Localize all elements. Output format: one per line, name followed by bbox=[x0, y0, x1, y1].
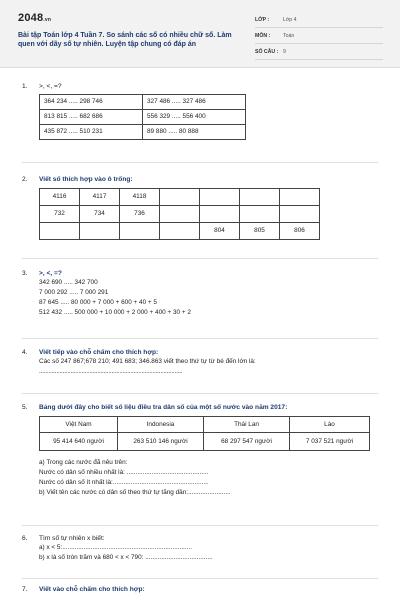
table-cell: 4117 bbox=[80, 189, 120, 206]
meta-value: Toán bbox=[283, 33, 295, 40]
question-text: Viết vào chỗ chấm cho thích hợp: bbox=[39, 586, 145, 593]
exercise-line: Nước có dân số nhiều nhất là: .............................................. bbox=[39, 469, 209, 477]
table-row bbox=[40, 189, 320, 206]
blank-cell[interactable] bbox=[280, 206, 320, 223]
table-cell: 4118 bbox=[120, 189, 160, 206]
table-row bbox=[40, 206, 320, 223]
meta-row-class bbox=[255, 14, 383, 28]
blank-cell[interactable] bbox=[240, 206, 280, 223]
exercise-line: 87 645 ..... 80 000 + 7 000 + 600 + 40 + 5 bbox=[39, 299, 157, 307]
question-number: 1. bbox=[22, 83, 28, 90]
table-cell: 7 037 521 người bbox=[290, 433, 370, 451]
table-cell: 736 bbox=[120, 206, 160, 223]
meta-key: LỚP : bbox=[255, 17, 270, 24]
question-5 bbox=[22, 404, 382, 498]
divider bbox=[22, 162, 378, 163]
blank-cell[interactable] bbox=[160, 223, 200, 240]
question-1 bbox=[22, 83, 382, 140]
table-header-cell: Việt Nam bbox=[40, 417, 118, 433]
table-cell: 263 510 146 người bbox=[118, 433, 204, 451]
question-3 bbox=[22, 270, 382, 318]
table-cell: 732 bbox=[40, 206, 80, 223]
question-6 bbox=[22, 535, 382, 563]
exercise-line: a) x < 5:......................................................................... bbox=[39, 544, 192, 552]
table-row bbox=[40, 125, 246, 140]
table-row bbox=[40, 110, 246, 125]
fill-in-table bbox=[39, 188, 320, 240]
table-header-cell: Indonesia bbox=[118, 417, 204, 433]
table-cell: 556 329 ..... 556 400 bbox=[143, 110, 246, 125]
table-cell: 734 bbox=[80, 206, 120, 223]
blank-cell[interactable] bbox=[280, 189, 320, 206]
table-cell: 804 bbox=[200, 223, 240, 240]
question-text: Tìm số tự nhiên x biết: bbox=[39, 535, 105, 542]
table-cell: 813 815 ..... 682 686 bbox=[40, 110, 143, 125]
question-4 bbox=[22, 349, 382, 377]
table-header-cell: Thái Lan bbox=[204, 417, 290, 433]
site-logo[interactable] bbox=[18, 12, 51, 26]
meta-key: SỐ CÂU : bbox=[255, 49, 279, 56]
meta-row-count bbox=[255, 46, 383, 60]
table-header-row bbox=[40, 417, 370, 433]
question-number: 7. bbox=[22, 586, 28, 593]
exercise-line: b) x là số tròn trăm và 680 < x < 790: ...................................... bbox=[39, 554, 213, 562]
table-cell: 4116 bbox=[40, 189, 80, 206]
document-header bbox=[0, 0, 400, 68]
blank-cell[interactable] bbox=[200, 189, 240, 206]
question-text: >, <, =? bbox=[39, 83, 62, 90]
table-row bbox=[40, 433, 370, 451]
question-number: 4. bbox=[22, 349, 28, 356]
logo-text: 2048 bbox=[18, 12, 44, 24]
divider bbox=[22, 258, 378, 259]
question-2 bbox=[22, 176, 382, 240]
question-number: 2. bbox=[22, 176, 28, 183]
question-text: Viết số thích hợp vào ô trống: bbox=[39, 176, 133, 183]
exercise-line: Nước có dân số ít nhất là:...................................................... bbox=[39, 479, 209, 487]
table-cell: 806 bbox=[280, 223, 320, 240]
exercise-line: Các số 247 867;678 210; 491 683; 346.863 viết theo thứ tự từ bé đến lớn là: bbox=[39, 358, 256, 366]
blank-cell[interactable] bbox=[240, 189, 280, 206]
exercise-line: b) Viết tên các nước có dân số theo thứ tự tăng dần:........................ bbox=[39, 489, 231, 496]
question-text: Bảng dưới đây cho biết số liệu điều tra dân số của một số nước vào năm 2017: bbox=[39, 404, 288, 411]
table-row bbox=[40, 223, 320, 240]
table-cell: 327 486 ..... 327 486 bbox=[143, 95, 246, 110]
blank-cell[interactable] bbox=[80, 223, 120, 240]
meta-row-subject bbox=[255, 30, 383, 44]
exercise-line: a) Trong các nước đã nêu trên: bbox=[39, 459, 128, 467]
question-number: 3. bbox=[22, 270, 28, 277]
divider bbox=[22, 338, 378, 339]
population-table bbox=[39, 416, 370, 451]
question-number: 6. bbox=[22, 535, 28, 542]
blank-cell[interactable] bbox=[200, 206, 240, 223]
question-7 bbox=[22, 586, 382, 594]
meta-key: MÔN : bbox=[255, 33, 271, 40]
exercise-line: 7 000 292 ..... 7 000 291 bbox=[39, 289, 109, 297]
divider bbox=[22, 525, 378, 526]
table-cell: 89 880 ..... 80 888 bbox=[143, 125, 246, 140]
table-cell: 364 234 ..... 298 746 bbox=[40, 95, 143, 110]
document-meta bbox=[255, 14, 383, 62]
answer-blank[interactable]: ........................................................................................... bbox=[39, 368, 183, 376]
table-cell: 68 297 547 người bbox=[204, 433, 290, 451]
table-cell: 435 872 ..... 510 231 bbox=[40, 125, 143, 140]
document-title: Bài tập Toán lớp 4 Tuần 7. So sánh các số có nhiều chữ số. Làm quen với dãy số tự nhiên. Luyện tập chung có đáp án bbox=[18, 32, 232, 49]
table-row bbox=[40, 95, 246, 110]
compare-table bbox=[39, 94, 246, 140]
meta-value: 9 bbox=[283, 49, 286, 56]
table-header-cell: Lào bbox=[290, 417, 370, 433]
meta-value: Lớp 4 bbox=[283, 17, 297, 24]
blank-cell[interactable] bbox=[160, 189, 200, 206]
blank-cell[interactable] bbox=[40, 223, 80, 240]
exercise-line: 512 432 ..... 500 000 + 10 000 + 2 000 + 400 + 30 + 2 bbox=[39, 309, 191, 316]
question-number: 5. bbox=[22, 404, 28, 411]
table-cell: 95 414 640 người bbox=[40, 433, 118, 451]
exercise-line: 342 690 ..... 342 700 bbox=[39, 279, 98, 287]
question-text: >, <, =? bbox=[39, 270, 62, 277]
logo-suffix: .vn bbox=[43, 17, 52, 23]
divider bbox=[22, 393, 378, 394]
table-cell: 805 bbox=[240, 223, 280, 240]
blank-cell[interactable] bbox=[160, 206, 200, 223]
blank-cell[interactable] bbox=[120, 223, 160, 240]
question-text: Viết tiếp vào chỗ chấm cho thích hợp: bbox=[39, 349, 159, 356]
divider bbox=[22, 578, 378, 579]
